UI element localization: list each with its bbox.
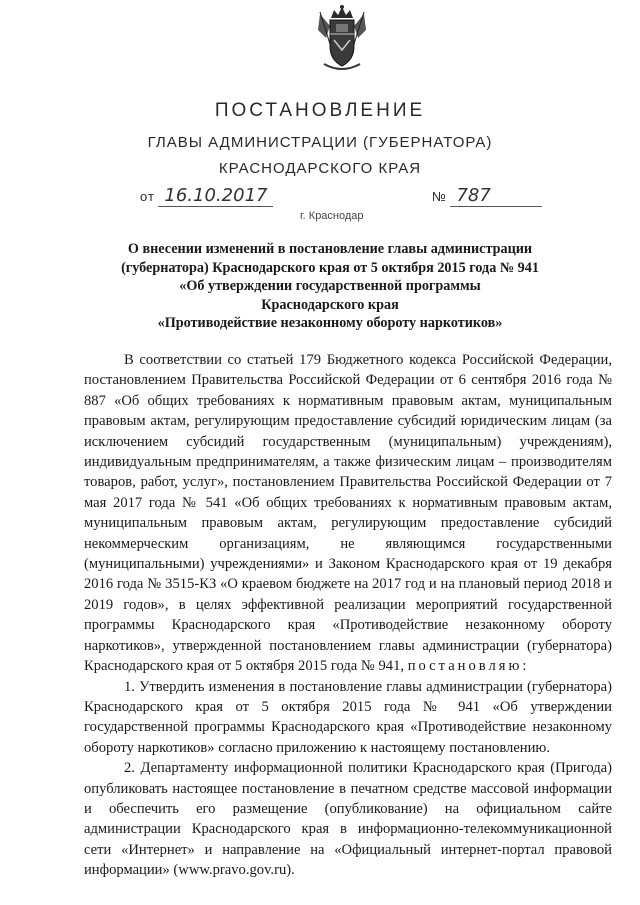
preamble-paragraph	[84, 350, 612, 677]
city-label: г. Краснодар	[300, 210, 364, 222]
heading-line-3: «Об утверждении государственной программы	[179, 278, 481, 295]
date-field	[140, 186, 273, 212]
date-label: от	[140, 189, 155, 204]
document-heading	[80, 240, 580, 333]
issuer-line-2: КРАСНОДАРСКОГО КРАЯ	[218, 160, 422, 177]
issuer-line-1: ГЛАВЫ АДМИНИСТРАЦИИ (ГУБЕРНАТОРА)	[147, 134, 493, 151]
heading-line-4: Краснодарского края	[261, 296, 399, 313]
heading-line-1: О внесении изменений в постановление главы администрации	[127, 241, 533, 257]
date-value: 16.10.2017	[158, 186, 273, 207]
coat-of-arms-emblem	[314, 4, 370, 74]
document-body	[84, 350, 612, 881]
decree-word: постановляю:	[407, 658, 530, 675]
document-type-title: ПОСТАНОВЛЕНИЕ	[214, 100, 426, 121]
item-2-paragraph: 2. Департаменту информационной политики Краснодарского края (Пригода) опубликовать настоящее постановление в печатном средстве массовой информации и обеспечить его размещение (опубликование) на официальном сайте администрации Краснодарского края в информационно-телекоммуникационной сети «Интернет» и направление на «Официальный интернет-портал правовой информации» (www.pravo.gov.ru).	[84, 760, 612, 879]
number-value: 787	[450, 186, 542, 207]
preamble-text: В соответствии со статьей 179 Бюджетного кодекса Российской Федерации, постановлением Правительства Российской Федерации от 6 сентября 2016 года № 887 «Об общих требованиях к нормативным правовым актам, муниципальным правовым актам, регулирующим предоставление субсидий юридическим лицам (за исключением субсидий государственным (муниципальным) учреждениям), индивидуальным предпринимателям, а также физическим лицам – производителям товаров, работ, услуг», постановлением Правительства Российской Федерации от 7 мая 2017 года № 541 «Об общих требованиях к нормативным правовым актам, муниципальным правовым актам, регулирующим предоставление субсидий некоммерческим организациям, не являющимся государственными (муниципальными) учреждениями» и Законом Краснодарского края от 19 декабря 2016 года № 3515-КЗ «О краевом бюджете на 2017 год и на плановый период 2018 и 2019 годов», в целях эффективной реализации мероприятий государственной программы Краснодарского края «Противодействие незаконному обороту наркотиков», утвержденной постановлением главы администрации (губернатора) Краснодарского края от 5 октября 2015 года № 941,	[84, 352, 612, 675]
number-label: №	[432, 189, 447, 204]
heading-line-2: (губернатора) Краснодарского края от 5 октября 2015 года № 941	[121, 259, 539, 276]
item-1-paragraph: 1. Утвердить изменения в постановление главы администрации (губернатора) Краснодарского края от 5 октября 2015 года № 941 «Об утверждении государственной программы Краснодарского края «Противодействие незаконному обороту наркотиков» согласно приложению к настоящему постановлению.	[84, 678, 612, 756]
number-field	[432, 186, 542, 212]
heading-line-5: «Противодействие незаконному обороту наркотиков»	[157, 315, 503, 332]
